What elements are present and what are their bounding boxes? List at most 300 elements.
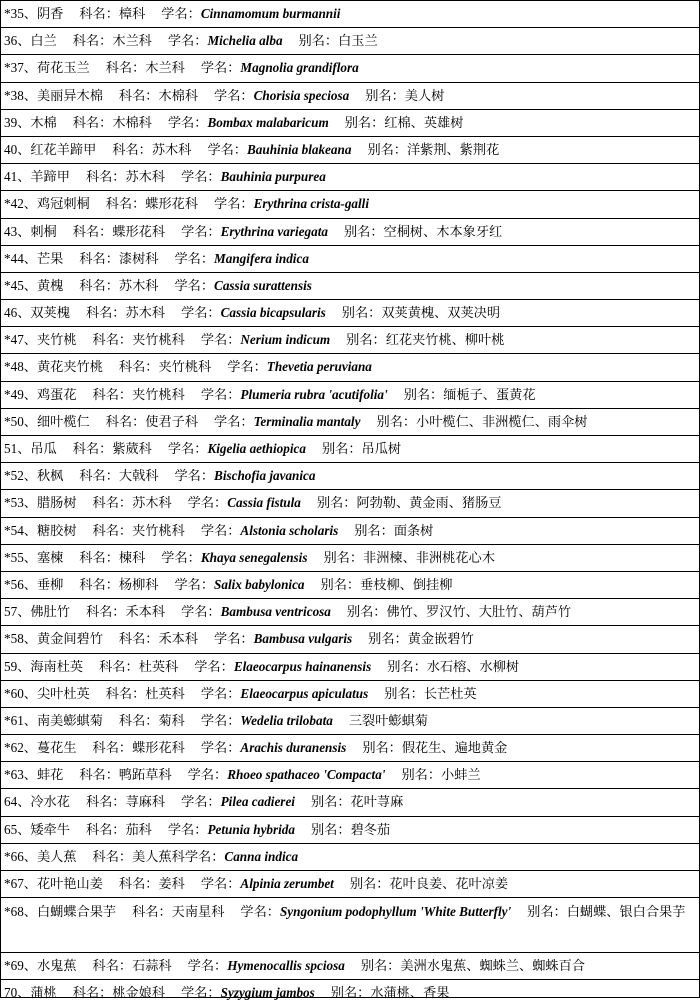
- family-name: 夹竹桃科: [132, 522, 185, 538]
- table-row: [1, 653, 699, 680]
- table-row: [1, 326, 699, 353]
- plant-name: 黄金间碧竹: [36, 631, 103, 647]
- alias-names: 花叶荨麻: [350, 794, 404, 810]
- scientific-label: 学名：: [167, 821, 208, 837]
- alias-names: 黄金嵌碧竹: [407, 631, 474, 647]
- scientific-label: 学名：: [174, 277, 215, 293]
- scientific-name: Wedelia trilobata: [240, 712, 333, 728]
- alias-label: 别名：: [401, 767, 442, 783]
- alias-label: 别名：: [362, 740, 402, 756]
- family-label: 科名：: [79, 250, 119, 266]
- table-row: [1, 843, 699, 870]
- family-name: 夹竹桃科: [132, 386, 185, 402]
- alias-label: 别名：: [321, 441, 362, 456]
- scientific-name: Bombax malabaricum: [207, 114, 329, 130]
- scientific-label: 学名：: [200, 60, 241, 76]
- scientific-label: 学名：: [200, 712, 241, 728]
- family-name: 木兰科: [145, 60, 185, 76]
- scientific-name: Alstonia scholaris: [240, 522, 339, 538]
- plant-name: 南美蟛蜞菊: [36, 712, 103, 728]
- alias-label: 别名：: [343, 223, 384, 239]
- plant-name: 蚌花: [36, 767, 64, 783]
- family-name: 夹竹桃科: [132, 332, 185, 348]
- plant-number: *35、: [4, 6, 37, 21]
- scientific-name: Michelia alba: [207, 33, 283, 49]
- plant-number: *67、: [4, 876, 37, 891]
- family-name: 木棉科: [112, 114, 152, 130]
- alias-names: 红花夹竹桃、柳叶桃: [385, 332, 505, 348]
- plant-name: 荷花玉兰: [36, 60, 90, 76]
- family-label: 科名：: [72, 984, 113, 1000]
- family-name: 茄科: [125, 821, 152, 837]
- alias-names: 阿勃勒、黄金雨、猪肠豆: [356, 495, 502, 511]
- family-label: 科名：: [132, 904, 172, 920]
- family-name: 木兰科: [112, 33, 152, 49]
- plant-name: 冷水花: [30, 794, 70, 810]
- scientific-label: 学名：: [181, 794, 221, 810]
- family-label: 科名：: [79, 767, 119, 783]
- plant-name: 黄花夹竹桃: [36, 359, 103, 375]
- plant-name: 水鬼蕉: [36, 957, 77, 973]
- scientific-name: Magnolia grandiflora: [240, 60, 359, 76]
- table-row: [1, 272, 699, 299]
- family-name: 鸭跖草科: [118, 767, 172, 783]
- family-label: 科名：: [92, 386, 133, 402]
- alias-names: 小蚌兰: [441, 767, 481, 783]
- plant-number: 39、: [4, 114, 31, 130]
- alias-names: 吊瓜树: [361, 441, 402, 456]
- scientific-label: 学名：: [214, 196, 254, 212]
- plant-name: 垂柳: [36, 576, 64, 592]
- scientific-name: Bauhinia purpurea: [220, 169, 326, 185]
- scientific-name: Alpinia zerumbet: [240, 876, 334, 891]
- table-row: [1, 897, 699, 951]
- scientific-label: 学名：: [167, 441, 208, 456]
- family-name: 杜英科: [138, 658, 179, 674]
- family-label: 科名：: [118, 876, 159, 891]
- family-name: 蝶形花科: [112, 223, 166, 239]
- plant-number: *66、: [4, 848, 37, 864]
- plant-number: *62、: [4, 740, 37, 756]
- alias-label: 别名：: [354, 522, 394, 538]
- table-row: [1, 761, 699, 788]
- scientific-name: Cinnamomum burmannii: [200, 6, 341, 21]
- family-label: 科名：: [85, 604, 126, 620]
- alias-label: 别名：: [341, 305, 382, 321]
- family-label: 科名：: [118, 631, 159, 647]
- family-label: 科名：: [112, 141, 152, 157]
- scientific-name: Cassia surattensis: [214, 277, 312, 293]
- family-name: 夹竹桃科: [158, 359, 212, 375]
- family-name: 蝶形花科: [132, 740, 185, 756]
- alias-names: 长芒杜英: [423, 685, 477, 701]
- family-label: 科名：: [79, 576, 119, 592]
- family-label: 科名：: [85, 305, 126, 321]
- family-name: 樟科: [118, 6, 146, 21]
- alias-names: 美洲水鬼蕉、蜘蛛兰、蜘蛛百合: [400, 957, 585, 973]
- scientific-name: Pilea cadierei: [220, 794, 295, 810]
- family-name: 天南星科: [171, 904, 225, 920]
- plant-name: 糖胶树: [36, 522, 77, 538]
- alias-names: 三裂叶蟛蜞菊: [348, 712, 428, 728]
- alias-label: 别名：: [346, 332, 386, 348]
- alias-names: 空桐树、木本象牙红: [383, 223, 503, 239]
- table-row: [1, 816, 699, 843]
- plant-name: 羊蹄甲: [30, 169, 70, 185]
- scientific-name: Rhoeo spathaceo 'Compacta': [227, 767, 386, 783]
- plant-name: 蔓花生: [36, 740, 77, 756]
- family-label: 科名：: [72, 441, 113, 456]
- table-row: [1, 707, 699, 734]
- scientific-label: 学名：: [167, 33, 208, 49]
- alias-names: 水石榕、水柳树: [426, 658, 520, 674]
- scientific-name: Cassia bicapsularis: [220, 305, 326, 321]
- plant-number: *55、: [4, 549, 37, 565]
- scientific-label: 学名：: [200, 740, 241, 756]
- scientific-label: 学名：: [187, 495, 228, 511]
- family-label: 科名：: [85, 169, 126, 185]
- table-row: [1, 979, 699, 1006]
- scientific-name: Elaeocarpus apiculatus: [240, 685, 369, 701]
- table-row: [1, 245, 699, 272]
- alias-label: 别名：: [298, 33, 339, 49]
- scientific-label: 学名：: [200, 386, 241, 402]
- alias-names: 花叶良姜、花叶凉姜: [389, 876, 509, 891]
- table-row: [1, 462, 699, 489]
- family-label: 科名：: [118, 87, 159, 103]
- scientific-label: 学名：: [161, 6, 201, 21]
- alias-label: 别名：: [330, 984, 371, 1000]
- plant-name: 腊肠树: [36, 495, 77, 511]
- plant-number: *48、: [4, 359, 37, 375]
- scientific-label: 学名：: [227, 359, 267, 375]
- plant-number: *37、: [4, 60, 37, 76]
- plant-number: *38、: [4, 87, 37, 103]
- scientific-label: 学名：: [187, 767, 228, 783]
- scientific-label: 学名：: [194, 658, 234, 674]
- table-row: [1, 190, 699, 217]
- plant-number: *68、: [4, 904, 37, 920]
- family-label: 科名：: [92, 848, 133, 864]
- family-label: 科名：: [92, 957, 133, 973]
- alias-label: 别名：: [367, 141, 407, 157]
- scientific-name: Syzygium jambos: [220, 984, 315, 1000]
- family-name: 大戟科: [118, 468, 159, 484]
- plant-name: 美丽异木棉: [36, 87, 103, 103]
- family-label: 科名：: [105, 685, 146, 701]
- scientific-label: 学名：: [187, 957, 228, 973]
- family-label: 科名：: [79, 549, 119, 565]
- scientific-name: Erythrina crista-galli: [253, 196, 370, 212]
- family-label: 科名：: [72, 33, 113, 49]
- plant-number: *45、: [4, 277, 37, 293]
- plant-name: 鸡蛋花: [36, 386, 77, 402]
- scientific-label: 学名：: [181, 223, 221, 239]
- plant-number: *54、: [4, 522, 37, 538]
- plant-number: *56、: [4, 576, 37, 592]
- family-label: 科名：: [85, 794, 126, 810]
- scientific-name: Elaeocarpus hainanensis: [233, 658, 372, 674]
- alias-label: 别名：: [344, 114, 385, 130]
- family-name: 姜科: [158, 876, 185, 891]
- family-name: 漆树科: [118, 250, 159, 266]
- plant-number: *53、: [4, 495, 37, 511]
- scientific-name: Chorisia speciosa: [253, 87, 350, 103]
- alias-names: 红棉、英雄树: [384, 114, 464, 130]
- table-row: [1, 82, 699, 109]
- alias-names: 佛竹、罗汉竹、大肚竹、葫芦竹: [386, 604, 572, 620]
- alias-label: 别名：: [311, 821, 351, 837]
- scientific-name: Bischofia javanica: [214, 468, 316, 484]
- alias-label: 别名：: [365, 87, 405, 103]
- scientific-name: Canna indica: [224, 848, 299, 864]
- family-label: 科名：: [72, 114, 113, 130]
- family-label: 科名：: [85, 821, 126, 837]
- family-name: 木棉科: [158, 87, 199, 103]
- family-name: 杨柳科: [118, 576, 159, 592]
- plant-name: 秋枫: [36, 468, 64, 484]
- scientific-label: 学名：: [240, 904, 280, 920]
- alias-names: 洋紫荆、紫荆花: [407, 141, 500, 157]
- alias-label: 别名：: [384, 685, 424, 701]
- scientific-name: Bauhinia blakeana: [247, 141, 352, 157]
- alias-label: 别名：: [320, 576, 361, 592]
- plant-name: 木棉: [30, 114, 57, 130]
- family-label: 科名：: [92, 740, 133, 756]
- plant-name: 佛肚竹: [30, 604, 70, 620]
- scientific-label: 学名：: [167, 114, 208, 130]
- scientific-name: Arachis duranensis: [240, 740, 347, 756]
- alias-names: 垂枝柳、倒挂柳: [360, 576, 453, 592]
- scientific-name: Kigelia aethiopica: [207, 441, 306, 456]
- plant-number: *63、: [4, 767, 37, 783]
- alias-label: 别名：: [346, 604, 387, 620]
- plant-number: *47、: [4, 332, 37, 348]
- table-row: [1, 680, 699, 707]
- plant-number: 65、: [4, 821, 31, 837]
- table-row: [1, 0, 699, 27]
- alias-names: 小叶榄仁、非洲榄仁、雨伞树: [416, 413, 588, 429]
- plant-number: 70、: [4, 984, 31, 1000]
- scientific-label: 学名：: [200, 332, 241, 348]
- family-name: 杜英科: [145, 685, 185, 701]
- table-row: [1, 734, 699, 761]
- scientific-name: Terminalia mantaly: [253, 413, 361, 429]
- plant-name: 芒果: [36, 250, 64, 266]
- family-label: 科名：: [79, 468, 119, 484]
- scientific-name: Nerium indicum: [240, 332, 331, 348]
- family-name: 石蒜科: [132, 957, 172, 973]
- plant-name: 美人蕉: [36, 848, 77, 864]
- plant-number: 51、: [4, 441, 31, 456]
- alias-names: 假花生、遍地黄金: [401, 740, 508, 756]
- plant-number: *42、: [4, 196, 37, 212]
- alias-label: 别名：: [360, 957, 401, 973]
- family-label: 科名：: [105, 196, 146, 212]
- scientific-label: 学名：: [181, 305, 221, 321]
- table-row: [1, 353, 699, 380]
- plant-number: 41、: [4, 169, 31, 185]
- family-label: 科名：: [105, 60, 146, 76]
- plant-name: 塞楝: [36, 549, 64, 565]
- table-row: [1, 788, 699, 815]
- plant-number: *69、: [4, 957, 37, 973]
- scientific-name: Erythrina variegata: [220, 223, 328, 239]
- table-row: [1, 381, 699, 408]
- table-row: [1, 299, 699, 326]
- plant-name: 红花羊蹄甲: [30, 141, 97, 157]
- family-label: 科名：: [92, 332, 133, 348]
- family-label: 科名：: [92, 495, 133, 511]
- scientific-name: Plumeria rubra 'acutifolia': [240, 386, 388, 402]
- scientific-label: 学名：: [181, 984, 221, 1000]
- plant-number: *44、: [4, 250, 37, 266]
- family-label: 科名：: [99, 658, 139, 674]
- plant-number: 40、: [4, 141, 31, 157]
- family-label: 科名：: [72, 223, 113, 239]
- table-row: [1, 870, 699, 897]
- plant-number: 43、: [4, 223, 31, 239]
- scientific-name: Thevetia peruviana: [266, 359, 372, 375]
- alias-names: 水蒲桃、香果: [370, 984, 450, 1000]
- alias-label: 别名：: [387, 658, 427, 674]
- family-label: 科名：: [79, 6, 119, 21]
- scientific-name: Cassia fistula: [227, 495, 301, 511]
- plant-name: 蒲桃: [30, 984, 57, 1000]
- family-name: 禾本科: [125, 604, 166, 620]
- table-row: [1, 598, 699, 625]
- table-row: [1, 27, 699, 54]
- scientific-name: Syngonium podophyllum 'White Butterfly': [279, 904, 512, 920]
- scientific-label: 学名：: [181, 169, 221, 185]
- plant-number: *50、: [4, 413, 37, 429]
- alias-names: 白玉兰: [338, 33, 378, 49]
- table-row: [1, 625, 699, 652]
- scientific-label: 学名：: [214, 413, 254, 429]
- plant-number: *52、: [4, 468, 37, 484]
- family-name: 荨麻科: [125, 794, 166, 810]
- plant-name: 矮牵牛: [30, 821, 70, 837]
- scientific-label: 学名：: [200, 876, 241, 891]
- table-row: [1, 435, 699, 462]
- table-row: [1, 544, 699, 571]
- family-label: 科名：: [118, 359, 159, 375]
- plant-name: 白蝴蝶合果芋: [36, 904, 117, 920]
- table-row: [1, 136, 699, 163]
- plant-name: 细叶榄仁: [36, 413, 90, 429]
- scientific-name: Mangifera indica: [214, 250, 309, 266]
- alias-label: 别名：: [349, 876, 390, 891]
- family-name: 紫葳科: [112, 441, 152, 456]
- alias-label: 别名：: [323, 549, 364, 565]
- alias-label: 别名：: [316, 495, 357, 511]
- scientific-label: 学名：: [174, 468, 215, 484]
- scientific-label: 学名：: [200, 685, 241, 701]
- plant-name: 夹竹桃: [36, 332, 77, 348]
- plant-name: 鸡冠刺桐: [36, 196, 90, 212]
- scientific-name: Hymenocallis spciosa: [227, 957, 345, 973]
- scientific-label: 学名：: [214, 631, 254, 647]
- plant-name: 花叶艳山姜: [36, 876, 103, 891]
- scientific-name: Petunia hybrida: [207, 821, 295, 837]
- plant-name: 白兰: [30, 33, 57, 49]
- plant-number: 46、: [4, 305, 31, 321]
- alias-names: 非洲楝、非洲桃花心木: [363, 549, 495, 565]
- scientific-label: 学名：: [184, 848, 225, 864]
- scientific-label: 学名：: [161, 549, 201, 565]
- family-name: 菊科: [158, 712, 185, 728]
- alias-label: 别名：: [368, 631, 408, 647]
- alias-names: 美人树: [404, 87, 445, 103]
- table-row: [1, 163, 699, 190]
- family-name: 蝶形花科: [145, 196, 199, 212]
- plant-number: 64、: [4, 794, 31, 810]
- plant-number: *49、: [4, 386, 37, 402]
- alias-names: 白蝴蝶、银白合果芋: [566, 904, 686, 920]
- plant-name: 刺桐: [30, 223, 57, 239]
- family-name: 使君子科: [145, 413, 199, 429]
- family-name: 苏木科: [125, 305, 166, 321]
- scientific-name: Khaya senegalensis: [200, 549, 308, 565]
- plant-number: *61、: [4, 712, 37, 728]
- family-name: 美人蕉科: [132, 848, 185, 864]
- plant-number: 36、: [4, 33, 31, 49]
- scientific-label: 学名：: [207, 141, 247, 157]
- plant-name: 尖叶杜英: [36, 685, 90, 701]
- table-row: [1, 517, 699, 544]
- alias-label: 别名：: [527, 904, 567, 920]
- scientific-label: 学名：: [214, 87, 254, 103]
- family-name: 楝科: [118, 549, 146, 565]
- table-row: [1, 489, 699, 516]
- alias-names: 双荚黄槐、双荚决明: [381, 305, 501, 321]
- plant-name: 黄槐: [36, 277, 64, 293]
- family-label: 科名：: [118, 712, 159, 728]
- plant-name: 阴香: [36, 6, 64, 21]
- alias-label: 别名：: [403, 386, 444, 402]
- table-row: [1, 218, 699, 245]
- family-name: 禾本科: [158, 631, 199, 647]
- table-row: [1, 54, 699, 81]
- table-row: [1, 952, 699, 979]
- family-name: 桃金娘科: [112, 984, 166, 1000]
- family-name: 苏木科: [132, 495, 172, 511]
- table-row: [1, 408, 699, 435]
- scientific-label: 学名：: [174, 576, 215, 592]
- plant-name: 吊瓜: [30, 441, 57, 456]
- family-label: 科名：: [79, 277, 119, 293]
- family-label: 科名：: [105, 413, 146, 429]
- plant-number: 59、: [4, 658, 31, 674]
- scientific-name: Bambusa ventricosa: [220, 604, 331, 620]
- scientific-label: 学名：: [181, 604, 221, 620]
- alias-names: 碧冬茄: [350, 821, 391, 837]
- scientific-name: Salix babylonica: [214, 576, 305, 592]
- plant-number: *60、: [4, 685, 37, 701]
- family-label: 科名：: [92, 522, 133, 538]
- alias-label: 别名：: [376, 413, 417, 429]
- plant-name: 双荚槐: [30, 305, 70, 321]
- alias-names: 缅栀子、蛋黄花: [443, 386, 536, 402]
- plant-number: 57、: [4, 604, 31, 620]
- table-row: [1, 571, 699, 598]
- family-name: 苏木科: [118, 277, 159, 293]
- plant-name: 海南杜英: [30, 658, 84, 674]
- scientific-name: Bambusa vulgaris: [253, 631, 353, 647]
- plant-number: *58、: [4, 631, 37, 647]
- alias-label: 别名：: [310, 794, 351, 810]
- scientific-label: 学名：: [200, 522, 241, 538]
